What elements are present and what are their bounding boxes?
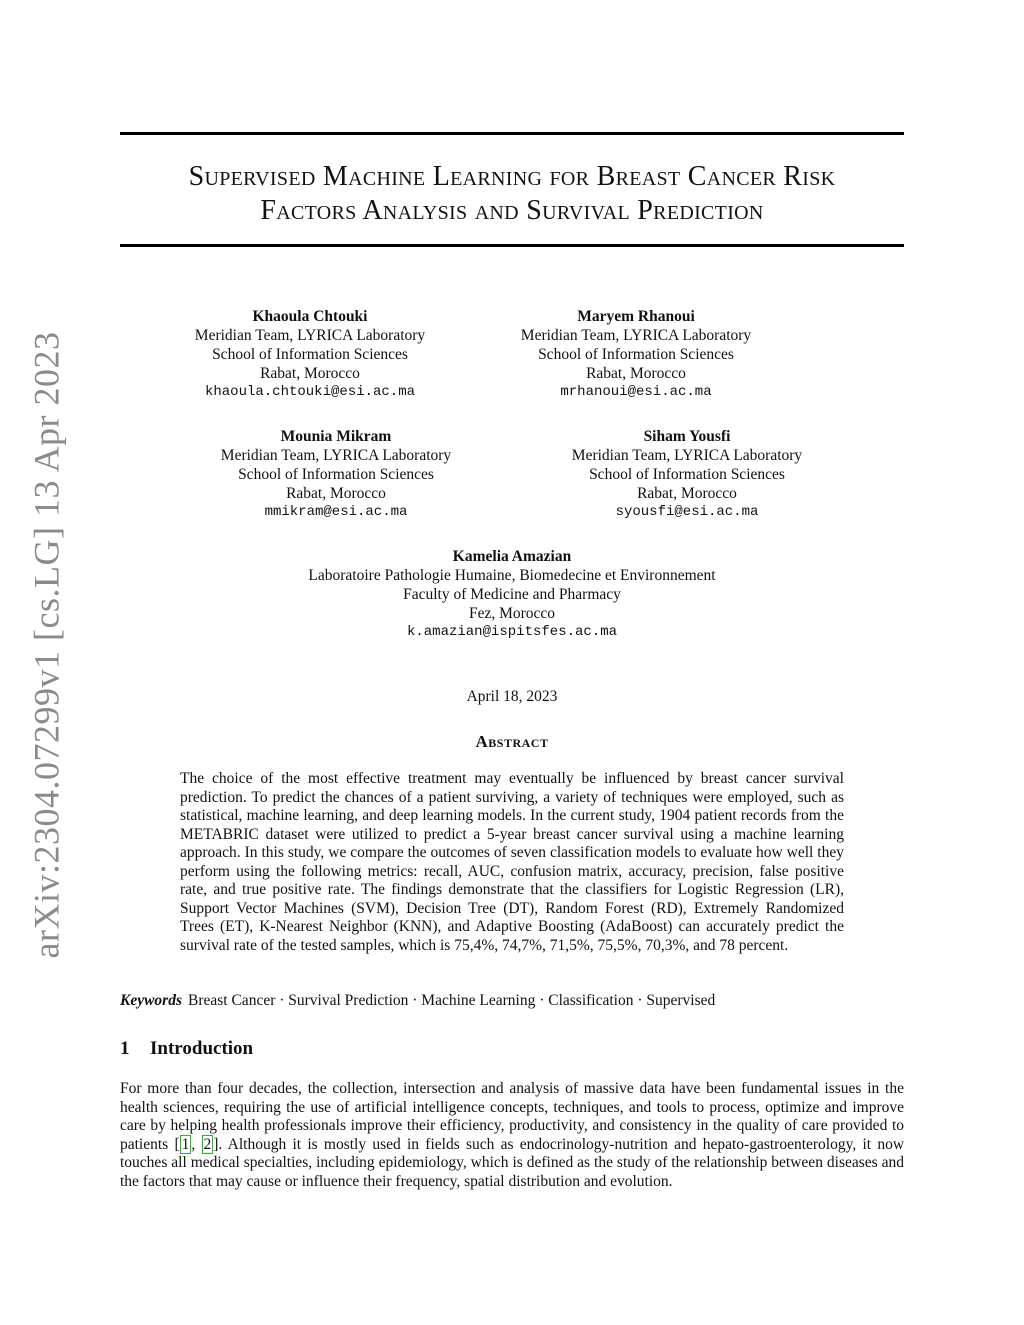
title-top-rule <box>120 132 904 135</box>
author-location: Rabat, Morocco <box>586 365 686 382</box>
author-affiliation: Meridian Team, LYRICA Laboratory <box>571 447 803 464</box>
author-email[interactable]: k.amazian@ispitsfes.ac.ma <box>406 624 618 640</box>
author-location: Fez, Morocco <box>468 605 556 622</box>
author-block <box>186 427 486 522</box>
author-affiliation: Meridian Team, LYRICA Laboratory <box>220 447 452 464</box>
author-name: Siham Yousfi <box>643 428 731 445</box>
keywords-line <box>120 992 904 1010</box>
section-heading-introduction <box>120 1038 253 1060</box>
author-name: Mounia Mikram <box>280 428 392 445</box>
intro-text-start: For more than four decades, the collection, intersection and analysis of massive data have been fundamental issues in the health sciences, requiring the use of artificial intelligence concepts, techniques, and tools to process, optimize and improve care by helping health professionals improve their efficiency, productivity, and consistency in the quality of care provided to patients [ <box>120 1080 904 1153</box>
author-location: Rabat, Morocco <box>637 485 737 502</box>
author-block <box>160 307 460 402</box>
keywords-text: Breast Cancer · Survival Prediction · Machine Learning · Classification · Supervised <box>188 992 716 1009</box>
author-school: School of Information Sciences <box>212 346 408 363</box>
citation-link-2[interactable]: 2 <box>203 1135 212 1153</box>
author-name: Maryem Rhanoui <box>577 308 695 325</box>
intro-text-end: ]. Although it is mostly used in fields such as endocrinology-nutrition and hepato-gastroenterology, it now touches all medical specialties, including epidemiology, which is defined as the study of the relationship between diseases and the factors that may cause or influence their frequency, spatial distribution and evolution. <box>120 1135 905 1190</box>
author-school: Faculty of Medicine and Pharmacy <box>403 586 621 603</box>
paper-title <box>120 160 904 228</box>
author-name: Khaoula Chtouki <box>252 308 368 325</box>
arxiv-identifier-text: arXiv:2304.07299v1 [cs.LG] 13 Apr 2023 <box>26 331 67 959</box>
abstract-heading: Abstract <box>475 732 549 751</box>
author-email[interactable]: khaoula.chtouki@esi.ac.ma <box>204 384 416 400</box>
author-location: Rabat, Morocco <box>260 365 360 382</box>
author-name: Kamelia Amazian <box>452 548 572 565</box>
author-block <box>537 427 837 522</box>
title-line-2: Factors Analysis and Survival Prediction <box>260 195 764 226</box>
author-school: School of Information Sciences <box>238 466 434 483</box>
author-school: School of Information Sciences <box>538 346 734 363</box>
citation-link-1[interactable]: 1 <box>181 1135 190 1153</box>
abstract-text: The choice of the most effective treatment may eventually be influenced by breast cancer survival prediction. To predict the chances of a patient surviving, a variety of techniques were employed, such as statistical, machine learning, and deep learning models. In the current study, 1904 patient records from the METABRIC dataset were utilized to predict a 5-year breast cancer survival using a machine learning approach. In this study, we compare the outcomes of seven classification models to evaluate how well they perform using the following metrics: recall, AUC, confusion matrix, accuracy, precision, false positive rate, and true positive rate. The findings demonstrate that the classifiers for Logistic Regression (LR), Support Vector Machines (SVM), Decision Tree (DT), Random Forest (RD), Extremely Randomized Trees (ET), K-Nearest Neighbor (KNN), and Adaptive Boosting (AdaBoost) can accurately predict the survival rate of the tested samples, which is 75,4%, 74,7%, 71,5%, 75,5%, 70,3%, and 78 percent. <box>180 770 844 954</box>
introduction-paragraph <box>120 1080 904 1191</box>
author-email[interactable]: syousfi@esi.ac.ma <box>615 504 759 520</box>
publication-date: April 18, 2023 <box>466 688 558 705</box>
author-affiliation: Laboratoire Pathologie Humaine, Biomedecine et Environnement <box>308 567 716 584</box>
title-bottom-rule <box>120 244 904 247</box>
author-block <box>212 547 812 642</box>
arxiv-identifier <box>26 331 67 959</box>
title-line-1: Supervised Machine Learning for Breast Cancer Risk <box>188 161 836 192</box>
author-affiliation: Meridian Team, LYRICA Laboratory <box>194 327 426 344</box>
section-title: Introduction <box>150 1038 254 1059</box>
section-number: 1 <box>120 1038 130 1059</box>
author-location: Rabat, Morocco <box>286 485 386 502</box>
author-school: School of Information Sciences <box>589 466 785 483</box>
author-block <box>486 307 786 402</box>
author-email[interactable]: mmikram@esi.ac.ma <box>264 504 408 520</box>
citation-separator: , <box>191 1135 202 1153</box>
author-affiliation: Meridian Team, LYRICA Laboratory <box>520 327 752 344</box>
author-email[interactable]: mrhanoui@esi.ac.ma <box>560 384 712 400</box>
keywords-label: Keywords <box>120 992 182 1009</box>
